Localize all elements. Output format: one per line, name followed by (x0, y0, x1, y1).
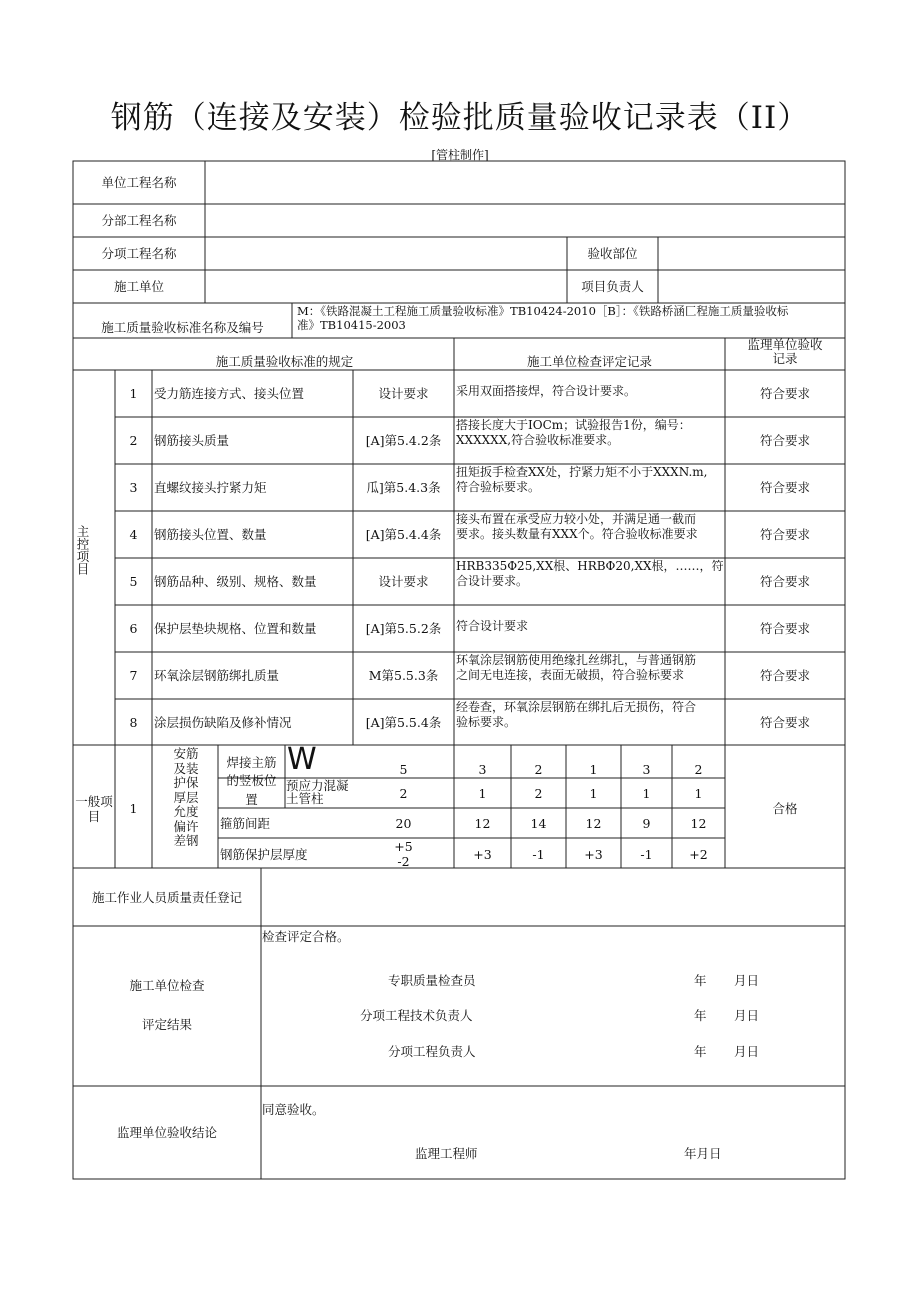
signer-year: 年 (694, 1008, 707, 1023)
vertical-position-value: 3 (642, 762, 651, 777)
main-item-no: 1 (129, 386, 138, 401)
signer-role: 分项工程负责人 (388, 1044, 476, 1059)
supervision-label: 监理单位验收结论 (116, 1125, 217, 1140)
signer-role: 专职质量检查员 (388, 973, 476, 988)
prestressed-value: 1 (642, 786, 651, 801)
supervision-engineer: 监理工程师 (415, 1146, 478, 1161)
main-item-record: 采用双面搭接焊，符合设计要求。 (456, 384, 637, 398)
sub1-label-line3: 置 (245, 792, 258, 807)
document-title: 钢筋（连接及安装）检验批质量验收记录表（II） (110, 100, 810, 136)
main-item-requirement: [A]第5.5.4条 (365, 715, 442, 730)
main-item-requirement: [A]第5.5.2条 (365, 621, 442, 636)
general-items-label-line1: 一般项 (75, 794, 113, 809)
prestressed-value: 2 (534, 786, 543, 801)
main-item-no: 8 (129, 715, 138, 730)
construction-check-label-line1: 施工单位检查 (129, 978, 205, 993)
supervision-conclusion: 同意验收。 (262, 1102, 325, 1117)
main-item-no: 2 (129, 433, 138, 448)
subitem-project-label: 分项工程名称 (101, 246, 177, 261)
vertical-position-value: 3 (478, 762, 487, 777)
stirrup-spacing-value: 14 (530, 816, 547, 831)
main-item-no: 4 (129, 527, 138, 542)
document-subtitle: [管柱制作] (431, 148, 489, 162)
main-item-record: 符合设计要求 (456, 619, 529, 633)
main-items-label: 主控项目 (75, 525, 90, 575)
main-item-result: 符合要求 (759, 527, 810, 542)
main-item-requirement: M第5.5.3条 (368, 668, 439, 683)
cover-label: 钢筋保护层厚度 (220, 847, 308, 862)
signer-year: 年 (694, 1044, 707, 1059)
prestressed-value: 1 (589, 786, 598, 801)
main-item-no: 5 (129, 574, 138, 589)
prestressed-value: 1 (478, 786, 487, 801)
cover-thickness-value: +3 (584, 847, 603, 862)
cover-tolerance-minus: -2 (397, 856, 410, 868)
main-item-name: 环氧涂层钢筋绑扎质量 (154, 668, 280, 683)
main-item-requirement: [A]第5.4.2条 (365, 433, 442, 448)
cover-thickness-value: -1 (532, 847, 545, 862)
main-item-requirement: 设计要求 (378, 574, 429, 589)
main-item-result: 符合要求 (759, 433, 810, 448)
construction-conclusion: 检查评定合格。 (262, 929, 350, 944)
main-item-result: 符合要求 (759, 668, 810, 683)
stirrup-spacing-value: 12 (474, 816, 491, 831)
main-item-record-line1: 接头布置在承受应力较小处，并满足通一截而 (456, 512, 697, 526)
main-item-name: 钢筋接头位置、数量 (154, 527, 267, 542)
main-item-record-line2: 验标要求。 (456, 715, 517, 729)
column-supervisor-line2: 记录 (772, 351, 798, 366)
signer-date: 月日 (734, 973, 760, 988)
prestressed-value: 2 (399, 786, 408, 801)
general-result: 合格 (772, 801, 798, 816)
cover-tolerance-plus: +5 (394, 839, 413, 854)
sub1b-label-line1: 预应力混凝 (286, 778, 349, 793)
main-item-result: 符合要求 (759, 386, 810, 401)
main-item-no: 3 (129, 480, 138, 495)
main-item-requirement: 瓜]第5.4.3条 (366, 480, 441, 495)
general-items-label-line2: 目 (87, 809, 101, 824)
signer-year: 年 (694, 973, 707, 988)
column-supervisor-line1: 监理单位验收 (747, 337, 823, 352)
construction-unit-label: 施工单位 (113, 279, 164, 294)
main-item-requirement: [A]第5.4.4条 (365, 527, 442, 542)
main-item-name: 涂层损伤缺陷及修补情况 (154, 715, 292, 730)
stirrup-spacing-value: 20 (395, 816, 412, 831)
main-item-record-line1: 经卷查，环氧涂层钢筋在绑扎后无损伤，符合 (456, 700, 697, 714)
main-item-requirement: 设计要求 (378, 386, 429, 401)
main-item-name: 保护层垫块规格、位置和数量 (154, 621, 317, 636)
main-item-name: 直螺纹接头拧紧力矩 (154, 480, 267, 495)
main-item-record-line1: 环氧涂层钢筋使用绝缘扎丝绑扎，与普通钢筋 (456, 653, 697, 667)
signer-date: 月日 (734, 1008, 760, 1023)
signer-role: 分项工程技术负责人 (360, 1008, 473, 1023)
sub1-label-line1: 焊接主筋 (226, 755, 277, 770)
main-item-name: 受力筋连接方式、接头位置 (154, 386, 305, 401)
main-item-record-line2: XXXXXX,符合验收标准要求。 (456, 433, 620, 447)
main-item-result: 符合要求 (759, 715, 810, 730)
stirrup-spacing-value: 12 (690, 816, 707, 831)
division-project-label: 分部工程名称 (101, 213, 177, 228)
prestressed-value: 1 (694, 786, 703, 801)
cover-thickness-value: +3 (473, 847, 492, 862)
personnel-label: 施工作业人员质量责任登记 (91, 890, 242, 905)
main-item-record-line1: HRB335Φ25,XX根、HRBΦ20,XX根，……，符 (456, 559, 724, 573)
supervision-date: 年月日 (684, 1146, 722, 1161)
stirrup-label: 箍筋间距 (220, 816, 271, 831)
main-item-result: 符合要求 (759, 574, 810, 589)
cover-thickness-value: -1 (640, 847, 653, 862)
main-item-no: 6 (129, 621, 138, 636)
column-record: 施工单位检查评定记录 (526, 354, 652, 369)
standard-value-line2: 准》TB10415-2003 (297, 318, 406, 332)
general-item-no: 1 (129, 801, 138, 816)
big-w-mark: W (287, 742, 317, 777)
general-group-label: 安筋及装护保厚层允度偏许差钢 (173, 746, 199, 848)
main-item-record-line2: 合设计要求。 (456, 574, 529, 588)
main-item-result: 符合要求 (759, 480, 810, 495)
column-spec: 施工质量验收标准的规定 (215, 354, 354, 369)
stirrup-spacing-value: 12 (585, 816, 602, 831)
main-item-record-line2: 要求。接头数量有XXX个。符合验收标准要求 (456, 527, 698, 541)
standard-value-line1: M：《铁路混凝土工程施工质量验收标准》TB10424-2010［B］：《铁路桥涵匚程施工质量验收标 (297, 304, 789, 318)
vertical-position-value: 1 (589, 762, 598, 777)
sub1-label-line2: 的竖板位 (226, 773, 277, 788)
main-item-name: 钢筋品种、级别、规格、数量 (154, 574, 317, 589)
construction-check-label-line2: 评定结果 (141, 1017, 192, 1032)
vertical-position-value: 5 (399, 762, 408, 777)
unit-project-label: 单位工程名称 (101, 175, 177, 190)
main-item-result: 符合要求 (759, 621, 810, 636)
main-item-record-line1: 扭矩扳手检查XX处，拧紧力矩不小于XXXN.m, (456, 465, 708, 479)
main-item-record-line2: 符合验标要求。 (456, 480, 541, 494)
standard-label: 施工质量验收标准名称及编号 (101, 320, 264, 335)
main-item-record-line1: 搭接长度大于IOCm；试验报告1份，编号： (456, 418, 691, 432)
vertical-position-value: 2 (534, 762, 543, 777)
signer-date: 月日 (734, 1044, 760, 1059)
cover-thickness-value: +2 (689, 847, 708, 862)
main-item-no: 7 (129, 668, 138, 683)
project-leader-label: 项目负责人 (581, 279, 644, 294)
stirrup-spacing-value: 9 (642, 816, 651, 831)
inspection-part-label: 验收部位 (587, 246, 638, 261)
main-item-record-line2: 之间无电连接，表面无破损，符合验标要求 (456, 668, 685, 682)
vertical-position-value: 2 (694, 762, 703, 777)
sub1b-label-line2: 土管柱 (286, 791, 324, 806)
main-item-name: 钢筋接头质量 (154, 433, 230, 448)
